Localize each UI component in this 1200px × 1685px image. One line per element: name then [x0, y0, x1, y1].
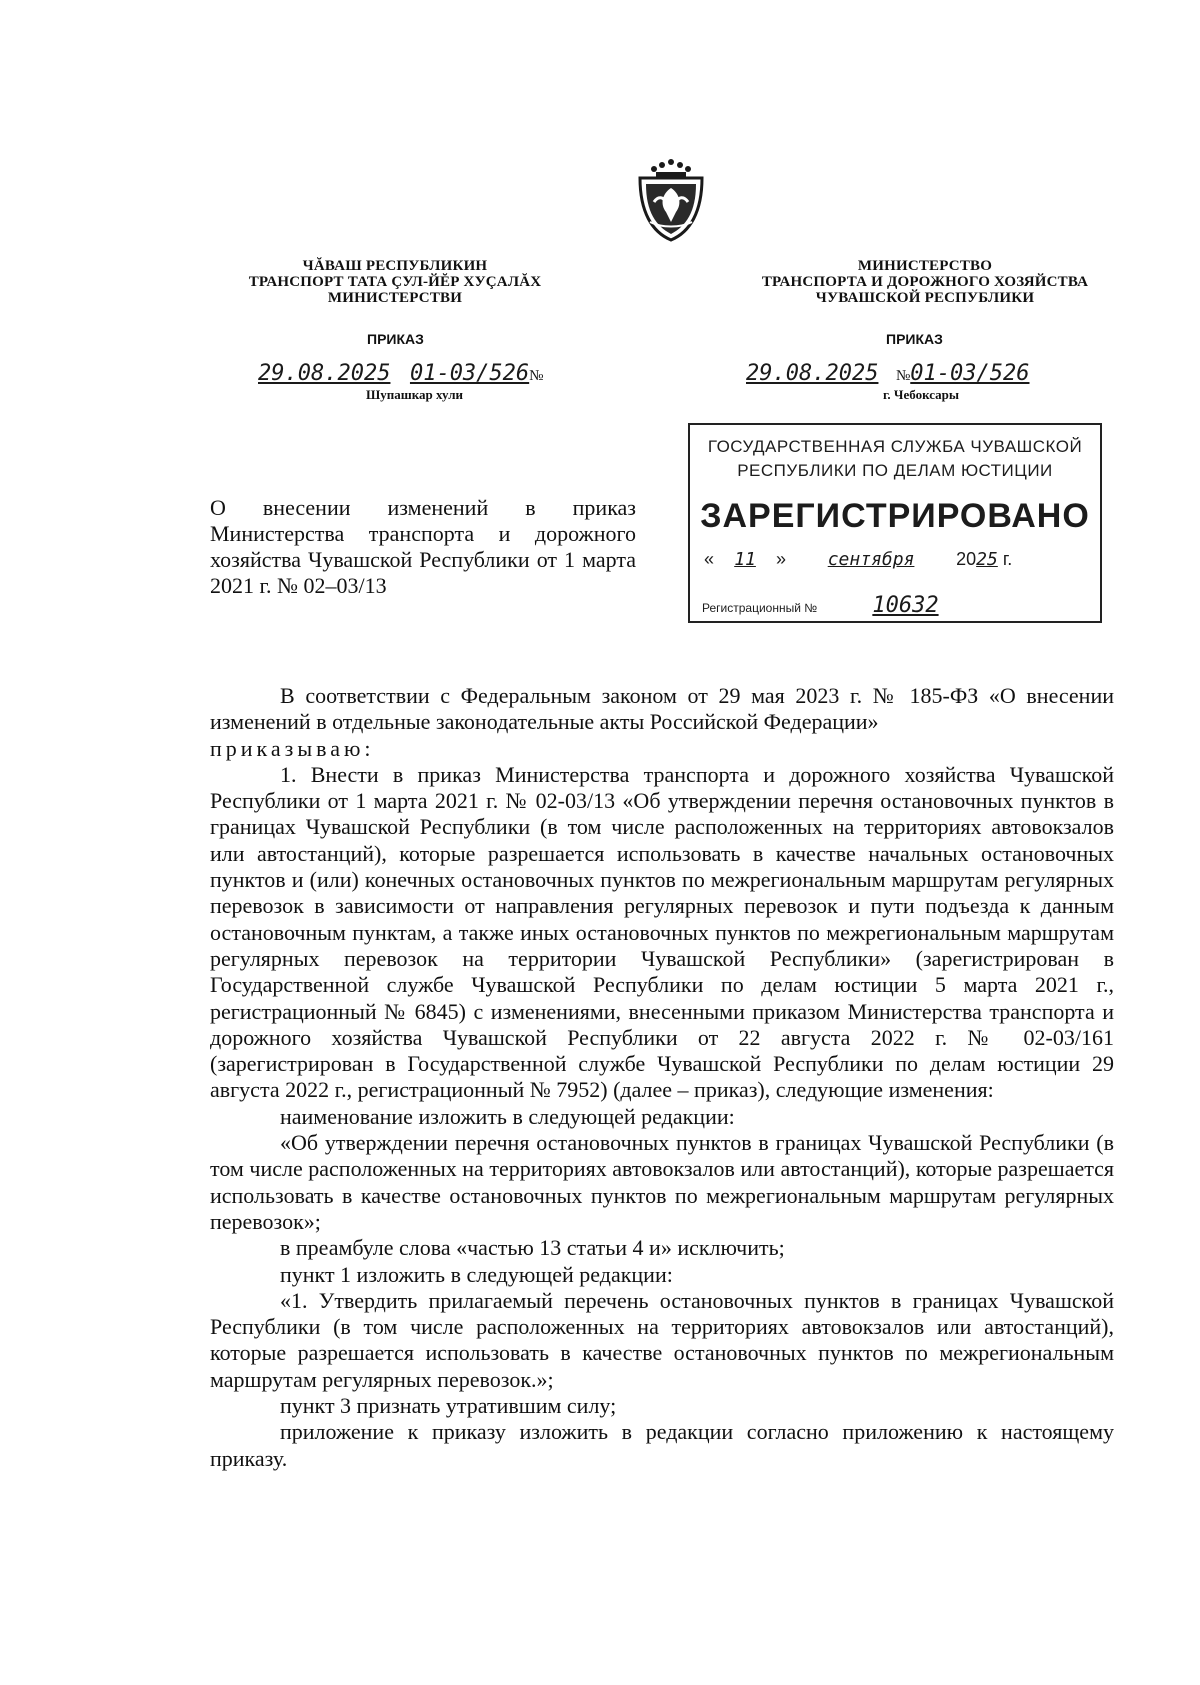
paragraph: в преамбуле слова «частью 13 статьи 4 и» исключить; [280, 1235, 785, 1261]
paragraph: 1. Внести в приказ Министерства транспорта и дорожного хозяйства Чувашской Республики от 1 марта 2021 г. № 02-03/13 «Об утверждении перечня остановочных пунктов в границах Чувашской Республики (в том числе расположенных на территориях автовокзалов или автостанций), которые разрешается использовать в качестве начальных остановочных пунктов и (или) конечных остановочных пунктов по межрегиональным маршрутам регулярных перевозок в зависимости от направления регулярных перевозок и пути подъезда к данным остановочным пунктам, а также иных остановочных пунктов по межрегиональным маршрутам регулярных перевозок на территории Чувашской Республики» (зарегистрирован в Государственной службе Чувашской Республики по делам юстиции 5 марта 2021 г., регистрационный № 6845) с изменениями, внесенными приказом Министерства транспорта и дорожного хозяйства Чувашской Республики от 22 августа 2022 г. № 02-03/161 (зарегистрирован в Государственной службе Чувашской Республики по делам юстиции 29 августа 2022 г., регистрационный № 7952) (далее – приказ), следующие изменения: [210, 761, 1114, 1103]
number-sign: № [529, 368, 544, 384]
header-line: ТРАНСПОРТ ТАТА ÇУЛ-ЙĔР ХУÇАЛĂХ [248, 274, 542, 290]
year-g: г. [1002, 549, 1013, 569]
stamp-month: сентября [827, 549, 915, 570]
paragraph: В соответствии с Федеральным законом от 29 мая 2023 г. № 185-ФЗ «О внесении изменений в отдельные законодательные акты Российской Федерации» [210, 683, 1114, 735]
left-date-number [258, 360, 543, 386]
order-date: 29.08.2025 [746, 361, 879, 386]
document-body [210, 683, 1114, 1472]
header-line: МИНИСТЕРСТВИ [327, 290, 463, 306]
city-right: г. Чебоксары [883, 387, 960, 402]
coat-of-arms-emblem [632, 152, 710, 242]
right-date-number [746, 360, 1029, 386]
number-sign: № [895, 368, 911, 384]
order-number: 01-03/526 [409, 361, 530, 386]
stamp-year: 25 [976, 549, 998, 570]
stamp-line2: РЕСПУБЛИКИ ПО ДЕЛАМ ЮСТИЦИИ [737, 461, 1053, 480]
stamp-day: 11 [734, 549, 756, 570]
order-date: 29.08.2025 [258, 361, 391, 386]
reg-number: 10632 [872, 593, 939, 618]
header-line: МИНИСТЕРСТВО [857, 258, 993, 274]
paragraph: «1. Утвердить прилагаемый перечень остановочных пунктов в границах Чувашской Республики (в том числе расположенных на территориях автовокзалов или автостанций), которые разрешается использовать в качестве остановочных пунктов по межрегиональным маршрутам регулярных перевозок.»; [210, 1287, 1114, 1392]
prikaz-label-right: ПРИКАЗ [886, 331, 943, 347]
paragraph: пункт 1 изложить в следующей редакции: [280, 1261, 673, 1287]
prikaz-label-left: ПРИКАЗ [367, 331, 424, 347]
registration-stamp [688, 423, 1102, 623]
paragraph: «Об утверждении перечня остановочных пунктов в границах Чувашской Республики (в том числе расположенных на территориях автовокзалов или автостанций), которые разрешается использовать в качестве остановочных пунктов по межрегиональным маршрутам регулярных перевозок»; [210, 1130, 1114, 1234]
order-word: приказываю: [210, 735, 375, 761]
order-number: 01-03/526 [910, 361, 1030, 386]
reg-label: Регистрационный № [702, 601, 818, 615]
city-left: Шупашкар хули [366, 387, 463, 402]
header-line: ЧУВАШСКОЙ РЕСПУБЛИКИ [815, 290, 1035, 306]
quote-close: » [776, 549, 787, 569]
paragraph: наименование изложить в следующей редакции: [280, 1103, 735, 1129]
document-subject: О внесении изменений в приказ Министерства транспорта и дорожного хозяйства Чувашской Республики от 1 марта 2021 г. № 02–03/13 [210, 495, 636, 598]
quote-open: « [704, 549, 715, 569]
header-line: ЧĂВАШ РЕСПУБЛИКИН [302, 258, 488, 274]
stamp-title: ЗАРЕГИСТРИРОВАНО [700, 497, 1090, 535]
stamp-reg-number [702, 593, 1092, 618]
paragraph: пункт 3 признать утратившим силу; [280, 1393, 617, 1419]
russian-ministry-header [730, 258, 1120, 306]
year-prefix: 20 [956, 549, 977, 569]
chuvash-ministry-header [200, 258, 590, 306]
header-line: ТРАНСПОРТА И ДОРОЖНОГО ХОЗЯЙСТВА [761, 274, 1089, 290]
stamp-date [704, 549, 1094, 570]
paragraph: приложение к приказу изложить в редакции согласно приложению к настоящему приказу. [210, 1419, 1114, 1471]
stamp-line1: ГОСУДАРСТВЕННАЯ СЛУЖБА ЧУВАШСКОЙ [707, 437, 1083, 456]
